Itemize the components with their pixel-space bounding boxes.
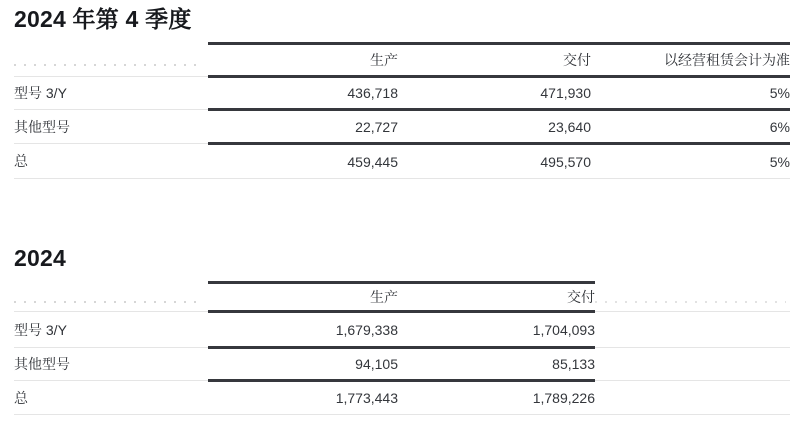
fy-header-row [14,283,790,312]
row-label: 总 [14,144,208,179]
q4-header-lease-accounting: 以经营租赁会计为准 [591,44,790,77]
production-value: 94,105 [208,348,398,381]
production-total-value: 459,445 [208,144,398,179]
table-row-other-models [14,348,790,381]
lease-percent-value: 5% [591,77,790,110]
q4-2024-section [14,6,807,179]
fy-header-right-spacer [595,283,790,312]
fy-header-label-spacer [14,283,208,312]
delivery-value: 85,133 [398,348,595,381]
production-value: 1,679,338 [208,312,398,348]
fy-header-delivery: 交付 [398,283,595,312]
full-year-2024-section [14,245,807,415]
production-total-value: 1,773,443 [208,381,398,415]
q4-header-delivery: 交付 [398,44,591,77]
row-label: 型号 3/Y [14,77,208,110]
table-row-total [14,144,790,179]
delivery-total-value: 1,789,226 [398,381,595,415]
lease-percent-total-value: 5% [591,144,790,179]
q4-header-label-spacer [14,44,208,77]
row-right-spacer [595,348,790,381]
row-label: 其他型号 [14,348,208,381]
table-row-other-models [14,110,790,144]
table-row-model3y [14,77,790,110]
q4-table [14,42,790,179]
table-row-total [14,381,790,415]
table-row-model3y [14,312,790,348]
delivery-value: 471,930 [398,77,591,110]
production-value: 22,727 [208,110,398,144]
row-right-spacer [595,381,790,415]
row-label: 型号 3/Y [14,312,208,348]
q4-section-title: 2024 年第 4 季度 [14,6,192,32]
delivery-value: 1,704,093 [398,312,595,348]
delivery-value: 23,640 [398,110,591,144]
fy-header-production: 生产 [208,283,398,312]
row-label: 其他型号 [14,110,208,144]
q4-header-production: 生产 [208,44,398,77]
lease-percent-value: 6% [591,110,790,144]
row-right-spacer [595,312,790,348]
row-label: 总 [14,381,208,415]
production-value: 436,718 [208,77,398,110]
fy-section-title: 2024 [14,245,66,271]
delivery-total-value: 495,570 [398,144,591,179]
fy-table [14,281,790,415]
q4-header-row [14,44,790,77]
